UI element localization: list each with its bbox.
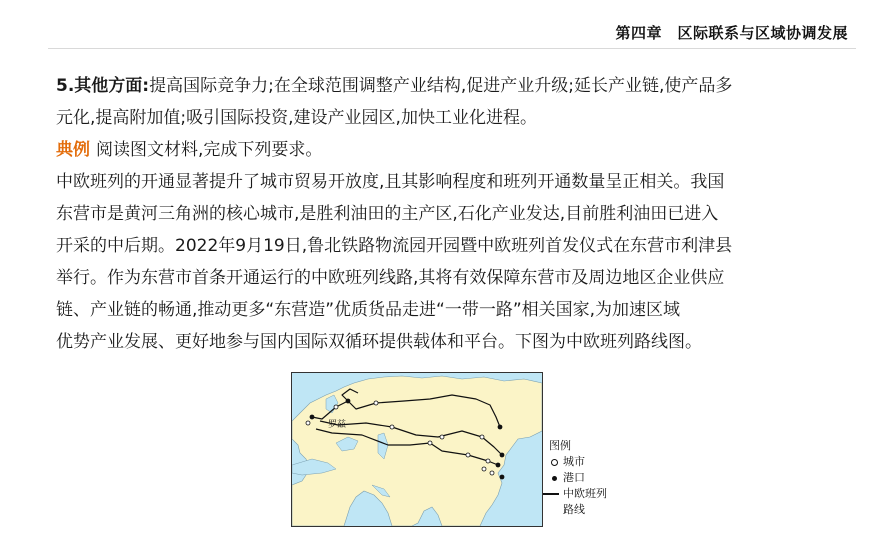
route-line-icon (549, 493, 559, 495)
legend-city-row (549, 454, 629, 470)
lodz-label: 罗兹 (328, 420, 347, 430)
city-marker (480, 435, 484, 439)
city-marker (466, 453, 470, 457)
port-symbol-icon (549, 476, 559, 481)
city-marker (374, 401, 378, 405)
city-marker (306, 421, 310, 425)
legend-port-label: 港口 (563, 471, 585, 484)
port-marker (496, 463, 501, 468)
city-marker (486, 459, 490, 463)
city-marker (428, 441, 432, 445)
city-symbol-icon (549, 459, 559, 466)
legend-route-label-2: 路线 (563, 503, 585, 516)
example-line (56, 134, 816, 166)
map-legend (549, 438, 629, 518)
legend-port-row (549, 470, 629, 486)
port-marker (500, 453, 505, 458)
point-5-heading: 5.其他方面: (56, 76, 150, 96)
passage-line-2: 东营市是黄河三角洲的核心城市,是胜利油田的主产区,石化产业发达,目前胜利油田已进入 (56, 204, 719, 224)
city-marker (334, 405, 338, 409)
point-5-line-1 (56, 70, 816, 102)
passage-line-1: 中欧班列的开通显著提升了城市贸易开放度,且其影响程度和班列开通数量呈正相关。我国 (56, 172, 725, 192)
passage-line-3: 开采的中后期。2022年9月19日,鲁北铁路物流园开园暨中欧班列首发仪式在东营市利津县 (56, 236, 733, 256)
passage-line-5: 链、产业链的畅通,推动更多“东营造”优质货品走进“一带一路”相关国家,为加速区域 (56, 300, 681, 320)
city-marker (482, 467, 486, 471)
example-instruction: 阅读图文材料,完成下列要求。 (96, 140, 323, 160)
map-graphic (292, 373, 542, 526)
city-marker (440, 435, 444, 439)
port-marker (310, 415, 315, 420)
city-marker (390, 425, 394, 429)
legend-route-row (549, 486, 629, 502)
port-marker (346, 399, 351, 404)
point-5-line-1-text: 提高国际竞争力;在全球范围调整产业结构,促进产业升级;延长产业链,使产品多 (149, 76, 733, 96)
passage-line-6: 优势产业发展、更好地参与国内国际双循环提供载体和平台。下图为中欧班列路线图。 (56, 332, 702, 352)
example-tag: 典例 (56, 140, 90, 160)
point-5-paragraph (56, 70, 816, 358)
legend-title: 图例 (549, 439, 571, 452)
city-marker (490, 471, 494, 475)
chapter-title: 第四章 区际联系与区域协调发展 (615, 24, 848, 42)
passage-line-4: 举行。作为东营市首条开通运行的中欧班列线路,其将有效保障东营市及周边地区企业供应 (56, 268, 725, 288)
port-marker (498, 425, 503, 430)
port-marker (500, 475, 505, 480)
header-divider (48, 48, 856, 49)
point-5-line-2: 元化,提高附加值;吸引国际投资,建设产业园区,加快工业化进程。 (56, 108, 537, 128)
legend-route-label-1: 中欧班列 (563, 487, 607, 500)
china-europe-railway-map (291, 372, 543, 527)
legend-city-label: 城市 (563, 455, 585, 468)
